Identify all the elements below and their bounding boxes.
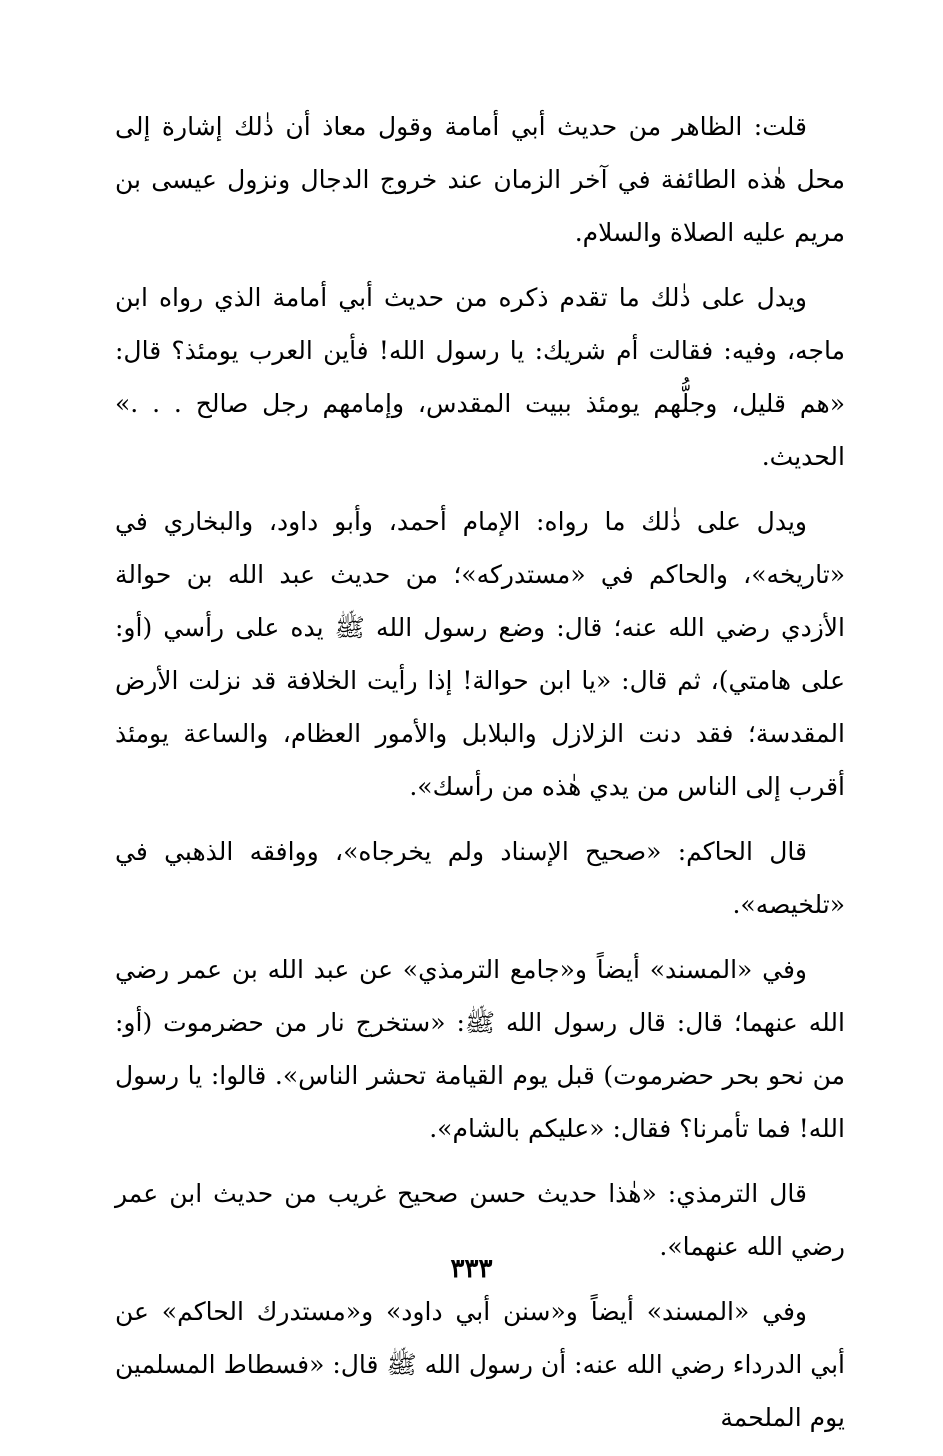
paragraph-4: قال الحاكم: «صحيح الإسناد ولم يخرجاه»، ووافقه الذهبي في «تلخيصه». <box>115 837 845 919</box>
page-number: ٣٣٣ <box>450 1254 493 1284</box>
paragraph-6: قال الترمذي: «هٰذا حديث حسن صحيح غريب من حديث ابن عمر رضي الله عنهما». <box>115 1179 845 1261</box>
page-body <box>115 100 845 1456</box>
paragraph-5: وفي «المسند» أيضاً و«جامع الترمذي» عن عبد الله بن عمر رضي الله عنهما؛ قال: قال رسول الله ﷺ: «ستخرج نار من حضرموت (أو: من نحو بحر حضرموت) قبل يوم القيامة تحشر الناس». قالوا: يا رسول الله! فما تأمرنا؟ فقال: «عليكم بالشام». <box>115 955 845 1143</box>
paragraph-7: وفي «المسند» أيضاً و«سنن أبي داود» و«مستدرك الحاكم» عن أبي الدرداء رضي الله عنه: أن رسول الله ﷺ قال: «فسطاط المسلمين يوم الملحمة <box>115 1297 845 1432</box>
paragraph-1: قلت: الظاهر من حديث أبي أمامة وقول معاذ أن ذٰلك إشارة إلى محل هٰذه الطائفة في آخر الزمان عند خروج الدجال ونزول عيسى بن مريم عليه الصلاة والسلام. <box>115 112 846 247</box>
paragraph-3: ويدل على ذٰلك ما رواه: الإمام أحمد، وأبو داود، والبخاري في «تاريخه»، والحاكم في «مستدركه»؛ من حديث عبد الله بن حوالة الأزدي رضي الله عنه؛ قال: وضع رسول الله ﷺ يده على رأسي (أو: على هامتي)، ثم قال: «يا ابن حوالة! إذا رأيت الخلافة قد نزلت الأرض المقدسة؛ فقد دنت الزلازل والبلابل والأمور العظام، والساعة يومئذ أقرب إلى الناس من يدي هٰذه من رأسك». <box>115 507 845 801</box>
paragraph-2: ويدل على ذٰلك ما تقدم ذكره من حديث أبي أمامة الذي رواه ابن ماجه، وفيه: فقالت أم شريك: يا رسول الله! فأين العرب يومئذ؟ قال: «هم قليل، وجلُّهم يومئذ ببيت المقدس، وإمامهم رجل صالح . . .» الحديث. <box>115 283 845 471</box>
